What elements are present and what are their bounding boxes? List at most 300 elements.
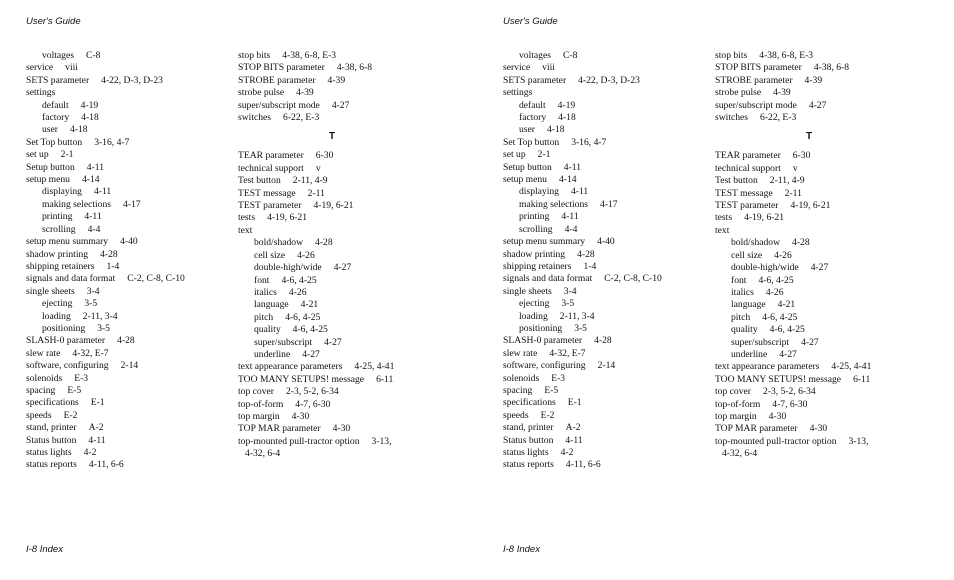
index-term: cell size	[731, 249, 763, 261]
index-term: Set Top button	[503, 136, 560, 148]
index-term: top-of-form	[238, 398, 284, 410]
index-term: slew rate	[503, 347, 538, 359]
index-subentry	[715, 299, 903, 311]
page-references: 4-38, 6-8, E-3	[759, 50, 814, 61]
page-references: 4-14	[81, 174, 100, 186]
index-term: setup menu	[503, 174, 547, 186]
index-subentry	[26, 124, 185, 136]
page-references: 3-5	[561, 298, 575, 310]
index-term: service	[26, 62, 54, 74]
index-entry	[26, 459, 185, 471]
running-header: User's Guide	[503, 16, 558, 27]
index-term: top margin	[715, 410, 757, 422]
page-references: 4-11	[84, 211, 102, 223]
index-subentry	[238, 299, 426, 311]
index-term: shipping retainers	[26, 260, 95, 272]
page-references: 4-18	[81, 112, 99, 124]
index-entry	[503, 422, 662, 434]
index-term: STOP BITS parameter	[715, 62, 802, 74]
index-entry	[715, 200, 903, 212]
index-term: ejecting	[519, 298, 550, 310]
index-term: super/subscript	[731, 336, 790, 348]
index-term: voltages	[42, 50, 74, 61]
page-references: 4-7, 6-30	[295, 398, 331, 410]
index-term: scrolling	[42, 223, 76, 235]
page-references: 4-11, 6-6	[88, 459, 124, 471]
index-entry	[503, 397, 662, 409]
index-subentry	[26, 100, 185, 112]
index-subentry	[238, 349, 426, 361]
page-references: 4-30	[332, 423, 351, 435]
page-references: 4-38, 6-8	[336, 62, 373, 74]
index-term: speeds	[26, 409, 52, 421]
page-references: 6-22, E-3	[283, 112, 320, 124]
index-entry	[238, 150, 426, 162]
index-entry	[715, 87, 903, 99]
index-term: voltages	[519, 50, 551, 61]
index-subentry	[238, 324, 426, 336]
index-entry	[715, 112, 903, 124]
index-term: positioning	[519, 322, 563, 334]
page-references: 6-30	[315, 150, 334, 162]
index-entry	[503, 137, 662, 149]
index-term: super/subscript	[254, 336, 313, 348]
page-references: 4-19, 6-21	[267, 212, 308, 224]
index-term: making selections	[42, 198, 112, 210]
index-term: TOO MANY SETUPS! message	[715, 373, 842, 385]
index-entry	[503, 286, 662, 298]
page-references: 4-17	[123, 198, 141, 210]
index-term: strobe pulse	[715, 87, 762, 99]
index-subentry	[26, 186, 185, 198]
index-entry	[503, 447, 662, 459]
page-references: 4-11	[88, 434, 106, 446]
index-entry	[503, 149, 662, 161]
index-term: ejecting	[42, 298, 73, 310]
page-references: 4-17	[600, 198, 618, 210]
index-term: shadow printing	[26, 248, 89, 260]
index-entry	[26, 149, 185, 161]
index-term: top cover	[715, 386, 751, 398]
page-references: 6-11	[853, 373, 871, 385]
index-term: scrolling	[519, 223, 553, 235]
index-entry	[238, 200, 426, 212]
index-term: language	[731, 299, 766, 311]
page-references: 4-27	[333, 262, 352, 274]
index-term: status reports	[26, 459, 77, 471]
index-term: top-of-form	[715, 398, 761, 410]
index-entry	[238, 411, 426, 423]
index-subentry	[26, 50, 185, 62]
index-entry	[715, 150, 903, 162]
page-references: A-2	[565, 422, 581, 434]
index-term: switches	[715, 112, 749, 124]
index-subentry	[238, 287, 426, 299]
page-references: 4-19	[557, 99, 576, 111]
index-term: STOP BITS parameter	[238, 62, 325, 74]
index-entry	[26, 373, 185, 385]
index-entry	[238, 175, 426, 187]
page-references: E-5	[67, 384, 82, 396]
page-references: 4-6, 4-25	[292, 324, 328, 336]
index-subentry	[503, 199, 662, 211]
index-term: Status button	[26, 434, 77, 446]
running-header: User's Guide	[26, 16, 81, 27]
index-subentry	[715, 312, 903, 324]
page-references: 4-30	[768, 410, 787, 422]
page-references: 4-4	[87, 223, 101, 235]
page-references: 2-14	[120, 360, 139, 372]
page-references: 4-14	[558, 174, 577, 186]
page-references: E-2	[63, 409, 78, 421]
index-entry	[715, 175, 903, 187]
index-term: TEAR parameter	[238, 150, 304, 162]
index-subentry	[238, 250, 426, 262]
index-entry	[715, 361, 903, 373]
index-entry	[26, 422, 185, 434]
index-entry	[26, 62, 185, 74]
page-references: 3-16, 4-7	[571, 136, 607, 148]
index-subentry	[503, 50, 662, 62]
page-references: 4-25, 4-41	[831, 361, 872, 373]
page-references: 4-30	[809, 423, 828, 435]
index-entry	[26, 75, 185, 87]
index-entry	[715, 75, 903, 87]
index-entry	[26, 447, 185, 459]
index-term: settings	[503, 87, 533, 99]
page-references: 4-32, E-7	[549, 347, 586, 359]
index-entry	[715, 411, 903, 423]
index-subentry	[715, 287, 903, 299]
page-references: E-1	[90, 397, 105, 409]
index-term: setup menu summary	[503, 236, 586, 248]
page-references: 4-11	[86, 161, 105, 173]
page-references: 4-11	[563, 161, 582, 173]
index-term: signals and data format	[26, 273, 116, 285]
page-references: 4-11, 6-6	[565, 459, 601, 471]
index-term: SETS parameter	[503, 74, 567, 86]
index-entry	[26, 286, 185, 298]
page-references: 4-38, 6-8, E-3	[282, 50, 337, 61]
index-entry	[238, 62, 426, 74]
index-term: positioning	[42, 322, 86, 334]
index-term: SLASH-0 parameter	[26, 335, 106, 347]
index-subentry	[503, 112, 662, 124]
index-entry	[238, 112, 426, 124]
page-references: 3-16, 4-7	[94, 136, 130, 148]
index-subentry	[503, 323, 662, 335]
index-entry	[503, 459, 662, 471]
page-references: 4-6, 4-25	[758, 274, 794, 286]
page-references: 4-28	[315, 237, 333, 249]
index-term: underline	[731, 348, 768, 360]
index-subentry	[26, 323, 185, 335]
page-references: 4-11	[93, 186, 112, 198]
index-term: STROBE parameter	[715, 74, 793, 86]
index-entry	[26, 249, 185, 261]
index-continuation	[715, 448, 903, 460]
index-entry	[26, 162, 185, 174]
index-term: underline	[254, 348, 291, 360]
index-term: default	[42, 99, 69, 111]
index-term: spacing	[503, 384, 533, 396]
index-subentry	[715, 275, 903, 287]
index-entry	[715, 374, 903, 386]
index-term: specifications	[503, 397, 556, 409]
index-entry	[26, 385, 185, 397]
index-entry	[238, 374, 426, 386]
page-references: E-2	[540, 409, 555, 421]
page-references: 4-40	[597, 236, 615, 248]
page-references: 4-6, 4-25	[762, 311, 798, 323]
page-references: v	[792, 162, 798, 174]
index-entry	[26, 87, 185, 99]
index-term: technical support	[715, 162, 781, 174]
page-references: 3-13,	[848, 435, 869, 447]
page-references: 4-21	[777, 299, 796, 311]
index-term: italics	[254, 286, 277, 298]
index-term: Test button	[238, 175, 281, 187]
page-references: 4-27	[810, 262, 829, 274]
index-term: Test button	[715, 175, 758, 187]
index-term: TEST message	[238, 187, 296, 199]
index-term: stand, printer	[26, 422, 77, 434]
page-references: 4-22, D-3, D-23	[101, 74, 163, 86]
index-subentry	[503, 186, 662, 198]
index-entry	[238, 188, 426, 200]
page-references: 2-3, 5-2, 6-34	[285, 386, 339, 398]
index-term: making selections	[519, 198, 589, 210]
page-references: 4-27	[808, 99, 827, 111]
page-references: 2-11	[784, 187, 802, 199]
page-references: 4-6, 4-25	[769, 324, 805, 336]
index-entry	[26, 335, 185, 347]
index-entry	[26, 410, 185, 422]
section-letter: T	[805, 131, 813, 143]
index-term: top cover	[238, 386, 274, 398]
index-term: spacing	[26, 384, 56, 396]
index-entry	[26, 360, 185, 372]
page-references: 2-11, 3-4	[559, 310, 595, 322]
index-entry	[715, 100, 903, 112]
page-references: C-2, C-8, C-10	[604, 273, 662, 285]
index-term: specifications	[26, 397, 79, 409]
index-term: SETS parameter	[26, 74, 90, 86]
index-term: set up	[26, 149, 49, 161]
index-term: quality	[254, 324, 281, 336]
index-term: double-high/wide	[254, 262, 322, 274]
index-entry	[26, 137, 185, 149]
index-subentry	[26, 112, 185, 124]
page-references: A-2	[88, 422, 104, 434]
running-footer: I-8 Index	[26, 544, 63, 555]
page-references: 4-38, 6-8	[813, 62, 850, 74]
index-term: setup menu summary	[26, 236, 109, 248]
index-entry	[715, 386, 903, 398]
page-references: C-2, C-8, C-10	[127, 273, 185, 285]
index-subentry	[715, 250, 903, 262]
section-letter: T	[328, 131, 336, 143]
index-entry	[503, 75, 662, 87]
page-references: 4-39	[773, 87, 791, 99]
page-references: 4-26	[774, 249, 792, 261]
index-entry	[503, 348, 662, 360]
index-term: STROBE parameter	[238, 74, 316, 86]
index-entry	[715, 50, 903, 62]
page-references: 4-18	[558, 112, 576, 124]
index-entry	[503, 435, 662, 447]
index-term: loading	[519, 310, 548, 322]
index-term: Set Top button	[26, 136, 83, 148]
index-term: status lights	[503, 447, 549, 458]
page-references: 6-22, E-3	[760, 112, 797, 124]
index-term: text	[238, 224, 253, 236]
page-references: 4-19	[80, 99, 99, 111]
index-subentry	[26, 311, 185, 323]
index-entry	[238, 212, 426, 224]
page-references: 3-5	[97, 322, 110, 334]
index-entry	[238, 386, 426, 398]
index-term: 4-32, 6-4	[722, 448, 758, 460]
page-references: C-8	[562, 50, 578, 61]
page-references: 4-26	[297, 249, 315, 261]
page-references: viii	[542, 62, 555, 74]
page-references: 2-11, 3-4	[82, 310, 118, 322]
index-entry	[238, 50, 426, 62]
index-entry	[715, 188, 903, 200]
index-entry	[26, 236, 185, 248]
index-column-1	[503, 50, 662, 472]
page-references: 3-13,	[371, 435, 392, 447]
index-continuation	[238, 448, 426, 460]
page-references: 4-21	[300, 299, 319, 311]
index-term: setup menu	[26, 174, 70, 186]
index-term: top-mounted pull-tractor option	[715, 435, 837, 447]
index-term: pitch	[254, 311, 274, 323]
index-term: status reports	[503, 459, 554, 471]
page-references: 4-27	[801, 336, 819, 348]
index-term: shadow printing	[503, 248, 566, 260]
index-entry	[503, 273, 662, 285]
index-subentry	[715, 349, 903, 361]
running-footer: I-8 Index	[503, 544, 540, 555]
index-term: software, configuring	[26, 360, 109, 372]
page-references: 4-6, 4-25	[285, 311, 321, 323]
page-references: 2-11	[307, 187, 325, 199]
index-entry	[503, 249, 662, 261]
index-term: single sheets	[26, 285, 75, 297]
page-references: 4-27	[324, 336, 342, 348]
page-references: 4-27	[331, 99, 350, 111]
index-term: quality	[731, 324, 758, 336]
page-references: 1-4	[583, 260, 597, 272]
index-term: stand, printer	[503, 422, 554, 434]
index-entry	[715, 423, 903, 435]
index-entry	[503, 87, 662, 99]
index-entry	[238, 361, 426, 373]
index-term: super/subscript mode	[238, 99, 320, 111]
index-entry	[26, 397, 185, 409]
page-references: 4-18	[69, 124, 88, 136]
index-term: settings	[26, 87, 56, 99]
page-references: 4-27	[779, 348, 797, 360]
index-subentry	[503, 124, 662, 136]
index-term: strobe pulse	[238, 87, 285, 99]
page-references: 4-39	[327, 74, 346, 86]
page-references: 4-11	[561, 211, 579, 223]
page-references: 4-28	[594, 335, 612, 347]
index-term: cell size	[254, 249, 286, 261]
page-references: E-1	[567, 397, 582, 409]
page-references: v	[315, 162, 321, 174]
index-subentry	[503, 224, 662, 236]
page-references: 2-14	[597, 360, 616, 372]
page-references: 6-11	[376, 373, 394, 385]
index-column-2	[715, 50, 903, 461]
index-entry	[503, 335, 662, 347]
index-page-right	[477, 0, 954, 580]
index-term: TOP MAR parameter	[715, 423, 798, 435]
page-references: 4-2	[560, 447, 574, 458]
index-entry	[503, 385, 662, 397]
index-entry	[715, 62, 903, 74]
index-entry	[503, 360, 662, 372]
index-entry	[503, 62, 662, 74]
page-references: 4-26	[765, 286, 784, 298]
page-references: 2-11, 4-9	[292, 175, 328, 187]
page-references: 6-30	[792, 150, 811, 162]
index-entry	[715, 436, 903, 448]
index-term: italics	[731, 286, 754, 298]
index-subentry	[715, 337, 903, 349]
page-references: 2-3, 5-2, 6-34	[762, 386, 816, 398]
page-references: 1-4	[106, 260, 120, 272]
index-entry	[503, 373, 662, 385]
index-term: software, configuring	[503, 360, 586, 372]
index-term: speeds	[503, 409, 529, 421]
index-term: pitch	[731, 311, 751, 323]
index-term: single sheets	[503, 285, 552, 297]
index-entry	[238, 163, 426, 175]
index-subentry	[238, 237, 426, 249]
index-entry	[503, 236, 662, 248]
index-term: service	[503, 62, 531, 74]
page-references: 4-2	[83, 447, 97, 458]
index-term: tests	[715, 212, 733, 224]
page-references: 4-19, 6-21	[790, 200, 831, 212]
index-subentry	[238, 312, 426, 324]
page-references: 4-27	[302, 348, 320, 360]
page-references: 4-28	[100, 248, 118, 260]
index-term: top-mounted pull-tractor option	[238, 435, 360, 447]
page-references: 4-4	[564, 223, 578, 235]
index-entry	[238, 75, 426, 87]
index-entry	[715, 163, 903, 175]
index-entry	[503, 261, 662, 273]
index-entry	[715, 212, 903, 224]
page-references: 4-40	[120, 236, 138, 248]
index-subentry	[715, 324, 903, 336]
page-references: 4-6, 4-25	[281, 274, 317, 286]
index-term: displaying	[519, 186, 559, 198]
page-references: 2-11, 4-9	[769, 175, 805, 187]
index-entry	[26, 348, 185, 360]
index-entry	[715, 225, 903, 237]
index-term: Setup button	[503, 161, 552, 173]
index-term: stop bits	[715, 50, 748, 61]
page-references: 4-28	[117, 335, 135, 347]
index-term: bold/shadow	[254, 237, 304, 249]
